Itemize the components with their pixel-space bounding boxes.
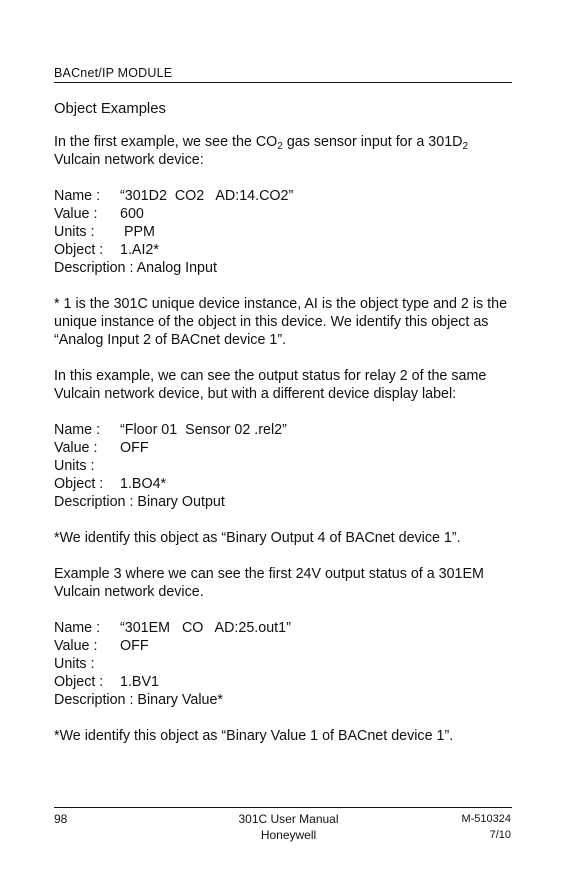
example-2-value-row <box>54 439 514 457</box>
intro-subscript-1: 2 <box>277 141 283 152</box>
example-3-description-row: Description : Binary Value* <box>54 692 223 708</box>
object-label: Object : <box>54 242 104 258</box>
example-1-description-row: Description : Analog Input <box>54 260 217 276</box>
object-value: 1.AI2* <box>120 242 159 258</box>
example-3-value-row <box>54 637 514 655</box>
example-3-block <box>54 619 514 709</box>
intro-text-1: In the first example, we see the CO <box>54 134 278 150</box>
value-label: Value : <box>54 440 98 456</box>
value-value: OFF <box>120 638 149 654</box>
document-number: M-510324 <box>461 813 511 825</box>
object-label: Object : <box>54 476 104 492</box>
value-value: 600 <box>120 206 144 222</box>
intro-text-2: gas sensor input for a 301D <box>282 134 463 150</box>
name-value: “301EM CO AD:25.out1” <box>120 620 291 636</box>
name-label: Name : <box>54 620 101 636</box>
value-label: Value : <box>54 638 98 654</box>
example-1-object-row <box>54 241 514 259</box>
name-label: Name : <box>54 188 101 204</box>
page-content <box>54 100 514 763</box>
value-value: OFF <box>120 440 149 456</box>
example-2-units-row <box>54 457 514 475</box>
intro-paragraph <box>54 133 514 169</box>
header-rule <box>54 82 512 83</box>
manual-title: 301C User Manual <box>238 812 339 826</box>
units-value: PPM <box>120 224 155 240</box>
page-number: 98 <box>54 812 68 826</box>
units-label: Units : <box>54 224 95 240</box>
example-1-block <box>54 187 514 277</box>
object-value: 1.BV1 <box>120 674 159 690</box>
running-header: BACnet/IP MODULE <box>54 66 173 80</box>
company-name: Honeywell <box>260 828 317 842</box>
intro-subscript-2: 2 <box>462 141 469 152</box>
example-1-value-row <box>54 205 514 223</box>
footer-right <box>461 811 511 843</box>
units-label: Units : <box>54 458 95 474</box>
note-3: *We identify this object as “Binary Value 1 of BACnet device 1”. <box>54 728 454 744</box>
section-title: Object Examples <box>54 101 166 117</box>
example-2-object-row <box>54 475 514 493</box>
name-label: Name : <box>54 422 101 438</box>
example-2-block <box>54 421 514 511</box>
object-label: Object : <box>54 674 104 690</box>
example-2-name-row <box>54 421 514 439</box>
name-value: “301D2 CO2 AD:14.CO2” <box>120 188 294 204</box>
intro-text-3: Vulcain network device: <box>54 152 204 168</box>
example-1-units-row <box>54 223 514 241</box>
example-3-object-row <box>54 673 514 691</box>
object-value: 1.BO4* <box>120 476 167 492</box>
paragraph-3: Example 3 where we can see the first 24V output status of a 301EM Vulcain network device. <box>54 566 484 600</box>
example-3-units-row <box>54 655 514 673</box>
paragraph-2: In this example, we can see the output status for relay 2 of the same Vulcain network device, but with a different device display label: <box>54 368 487 402</box>
note-1: * 1 is the 301C unique device instance, AI is the object type and 2 is the unique instance of the object in this device. We identify this object as “Analog Input 2 of BACnet device 1”. <box>54 296 508 348</box>
example-3-name-row <box>54 619 514 637</box>
example-2-description-row: Description : Binary Output <box>54 494 225 510</box>
example-1-name-row <box>54 187 514 205</box>
document-date: 7/10 <box>489 829 511 841</box>
footer-rule <box>54 807 512 808</box>
name-value: “Floor 01 Sensor 02 .rel2” <box>120 422 287 438</box>
value-label: Value : <box>54 206 98 222</box>
units-label: Units : <box>54 656 95 672</box>
note-2: *We identify this object as “Binary Output 4 of BACnet device 1”. <box>54 530 461 546</box>
